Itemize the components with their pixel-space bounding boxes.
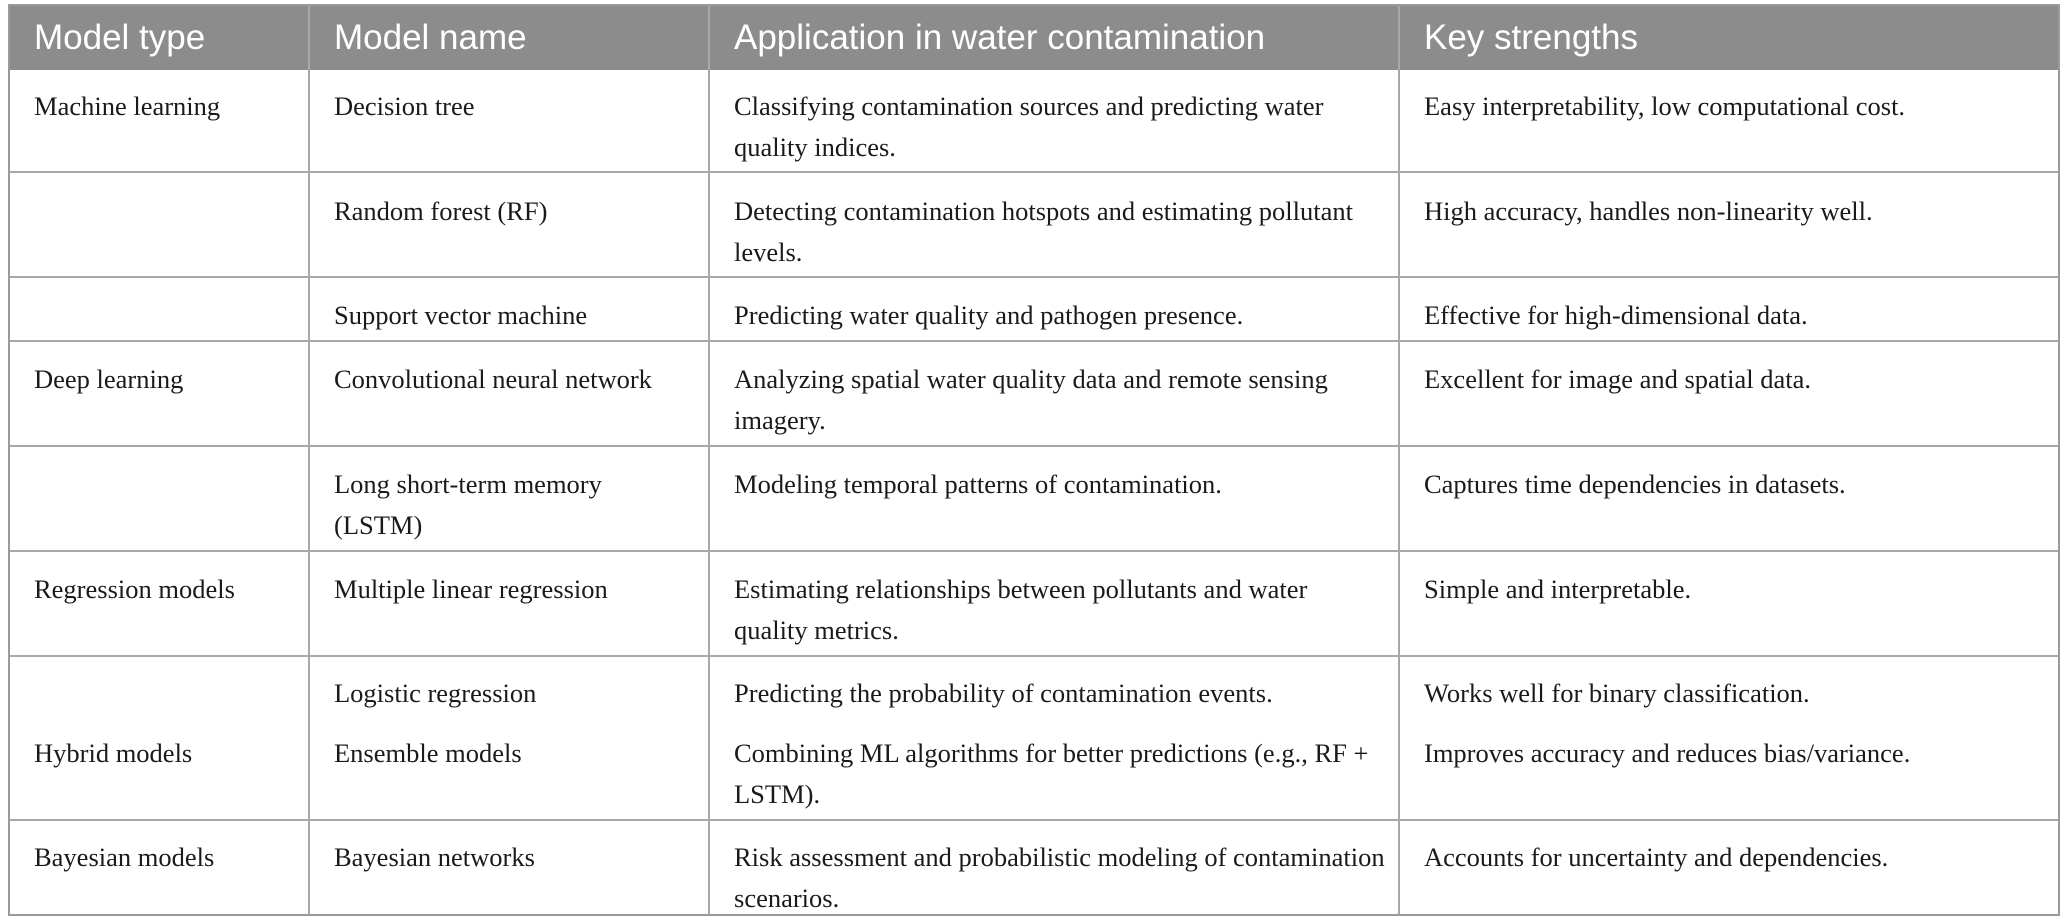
cell-application: Predicting the probability of contamination events. xyxy=(734,678,1273,708)
row-divider xyxy=(10,819,2058,821)
cell-application: Modeling temporal patterns of contamination. xyxy=(734,469,1222,499)
row-divider xyxy=(10,655,2058,657)
cell-strengths: Effective for high-dimensional data. xyxy=(1424,300,1808,330)
cell-model-name: Convolutional neural network xyxy=(334,364,652,394)
cell-strengths: Improves accuracy and reduces bias/variance. xyxy=(1424,738,1911,768)
row-divider xyxy=(10,340,2058,342)
column-divider xyxy=(308,6,310,914)
row-divider xyxy=(10,276,2058,278)
row-divider xyxy=(10,550,2058,552)
header-key-strengths: Key strengths xyxy=(1424,18,1638,57)
cell-model-name: Bayesian networks xyxy=(334,842,535,872)
cell-strengths: Easy interpretability, low computational cost. xyxy=(1424,91,1906,121)
cell-model-type: Machine learning xyxy=(34,91,221,121)
cell-model-name: Long short-term memory (LSTM) xyxy=(334,469,602,540)
cell-application: Predicting water quality and pathogen presence. xyxy=(734,300,1244,330)
cell-model-type: Bayesian models xyxy=(34,842,215,872)
data-table xyxy=(8,4,2060,916)
header-application: Application in water contamination xyxy=(734,18,1266,57)
cell-model-name: Support vector machine xyxy=(334,300,588,330)
cell-model-name: Random forest (RF) xyxy=(334,196,548,226)
cell-application: Detecting contamination hotspots and estimating pollutant levels. xyxy=(734,196,1353,267)
cell-model-type: Deep learning xyxy=(34,364,184,394)
table-header xyxy=(10,6,2058,70)
cell-strengths: Simple and interpretable. xyxy=(1424,574,1692,604)
cell-model-name: Ensemble models xyxy=(334,738,522,768)
cell-application: Classifying contamination sources and predicting water quality indices. xyxy=(734,91,1324,162)
cell-model-name: Decision tree xyxy=(334,91,475,121)
row-divider xyxy=(10,171,2058,173)
cell-application: Estimating relationships between pollutants and water quality metrics. xyxy=(734,574,1308,645)
header-model-name: Model name xyxy=(334,18,527,57)
cell-model-name: Multiple linear regression xyxy=(334,574,608,604)
cell-strengths: Captures time dependencies in datasets. xyxy=(1424,469,1846,499)
cell-model-type: Regression models xyxy=(34,574,235,604)
cell-model-name: Logistic regression xyxy=(334,678,537,708)
cell-strengths: High accuracy, handles non-linearity well. xyxy=(1424,196,1873,226)
cell-strengths: Excellent for image and spatial data. xyxy=(1424,364,1812,394)
cell-strengths: Accounts for uncertainty and dependencies. xyxy=(1424,842,1889,872)
cell-application: Risk assessment and probabilistic modeling of contamination scenarios. xyxy=(734,842,1385,913)
cell-strengths: Works well for binary classification. xyxy=(1424,678,1810,708)
cell-model-type: Hybrid models xyxy=(34,738,193,768)
cell-application: Analyzing spatial water quality data and remote sensing imagery. xyxy=(734,364,1328,435)
row-divider xyxy=(10,445,2058,447)
header-model-type: Model type xyxy=(34,18,206,57)
cell-application: Combining ML algorithms for better predictions (e.g., RF + LSTM). xyxy=(734,738,1369,809)
